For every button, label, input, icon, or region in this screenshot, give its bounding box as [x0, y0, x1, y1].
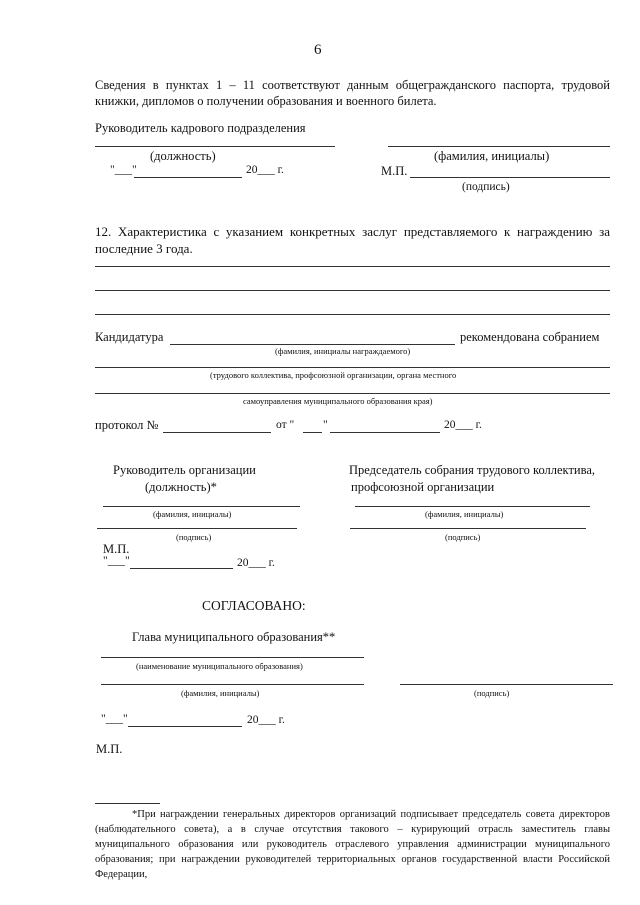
chair-org: профсоюзной организации	[351, 480, 495, 494]
chair-name-caption: (фамилия, инициалы)	[425, 509, 504, 519]
protocol-year: 20___ г.	[444, 419, 482, 431]
candidate-name-caption: (фамилия, инициалы награждаемого)	[275, 346, 411, 356]
collective-caption: (трудового коллектива, профсоюзной организации, органа местного	[210, 370, 457, 380]
agreed-mp-label: М.П.	[96, 742, 123, 756]
signatures-mp-label: М.П.	[103, 542, 130, 556]
hr-date-year: 20___ г.	[246, 164, 284, 176]
hr-date-line[interactable]	[134, 177, 242, 178]
selfgov-line[interactable]	[95, 393, 610, 394]
candidacy-recommended: рекомендована собранием	[460, 330, 600, 344]
agreed-date-line[interactable]	[128, 726, 242, 727]
section-12-text: 12. Характеристика с указанием конкретных заслуг представляемого к награждению за последние 3 года.	[95, 224, 610, 256]
org-head-title: Руководитель организации	[113, 463, 256, 477]
hr-name-line[interactable]	[388, 146, 610, 147]
characteristic-line-3[interactable]	[95, 314, 610, 315]
footnote-separator	[95, 803, 160, 804]
characteristic-line-2[interactable]	[95, 290, 610, 291]
agreed-signature-line[interactable]	[400, 684, 613, 685]
footnote-text: *При награждении генеральных директоров организаций подписывает председатель совета директоров (наблюдательного совета), а в случае отсутствия такового – курирующий отрасль заместитель главы муниципального образования или руководитель отраслевого управления администрации муниципального образования; при награждении руководителей территориальных органов государственной власти Российской Федерации,	[95, 809, 610, 880]
hr-position-line[interactable]	[95, 146, 335, 147]
agreed-title: СОГЛАСОВАНО:	[202, 598, 306, 613]
hr-signature-caption: (подпись)	[462, 181, 510, 193]
candidacy-label: Кандидатура	[95, 330, 164, 344]
agreed-date-year: 20___ г.	[247, 714, 285, 726]
org-head-signature-caption: (подпись)	[176, 532, 212, 542]
hr-date-quote: "___"	[110, 164, 137, 176]
hr-position-caption: (должность)	[150, 149, 216, 163]
characteristic-line-1[interactable]	[95, 266, 610, 267]
candidate-name-line[interactable]	[170, 344, 455, 345]
agreed-signature-caption: (подпись)	[474, 688, 510, 698]
municipality-name-line[interactable]	[101, 657, 364, 658]
chair-name-line[interactable]	[355, 506, 590, 507]
hr-mp-label: М.П.	[381, 164, 408, 178]
signatures-date-year: 20___ г.	[237, 557, 275, 569]
protocol-number-line[interactable]	[163, 432, 271, 433]
hr-signature-line[interactable]	[410, 177, 610, 178]
collective-line[interactable]	[95, 367, 610, 368]
municipality-head-title: Глава муниципального образования**	[132, 630, 336, 644]
agreed-date-quote: "___"	[101, 713, 128, 725]
hr-name-caption: (фамилия, инициалы)	[434, 149, 550, 163]
signatures-date-line[interactable]	[130, 568, 233, 569]
chair-title: Председатель собрания трудового коллектива,	[349, 463, 596, 477]
protocol-quote: "	[323, 419, 328, 431]
protocol-label: протокол №	[95, 418, 159, 432]
municipality-name-caption: (наименование муниципального образования)	[136, 661, 303, 671]
page-number: 6	[314, 42, 322, 58]
protocol-from-label: от "	[276, 419, 295, 431]
info-note: Сведения в пунктах 1 – 11 соответствуют данным общегражданского паспорта, трудовой книжки, дипломов о получении образования и военного билета.	[95, 78, 610, 108]
agreed-name-caption: (фамилия, инициалы)	[181, 688, 260, 698]
protocol-month-line[interactable]	[330, 432, 440, 433]
chair-signature-line[interactable]	[350, 528, 586, 529]
agreed-name-line[interactable]	[101, 684, 364, 685]
org-head-name-line[interactable]	[103, 506, 300, 507]
protocol-day-line[interactable]	[303, 432, 322, 433]
chair-signature-caption: (подпись)	[445, 532, 481, 542]
signatures-date-quote: "___"	[103, 555, 130, 567]
hr-head-title: Руководитель кадрового подразделения	[95, 121, 306, 135]
selfgov-caption: самоуправления муниципального образования края)	[243, 396, 433, 406]
org-head-name-caption: (фамилия, инициалы)	[153, 509, 232, 519]
org-head-signature-line[interactable]	[97, 528, 297, 529]
org-head-position: (должность)*	[145, 480, 217, 494]
